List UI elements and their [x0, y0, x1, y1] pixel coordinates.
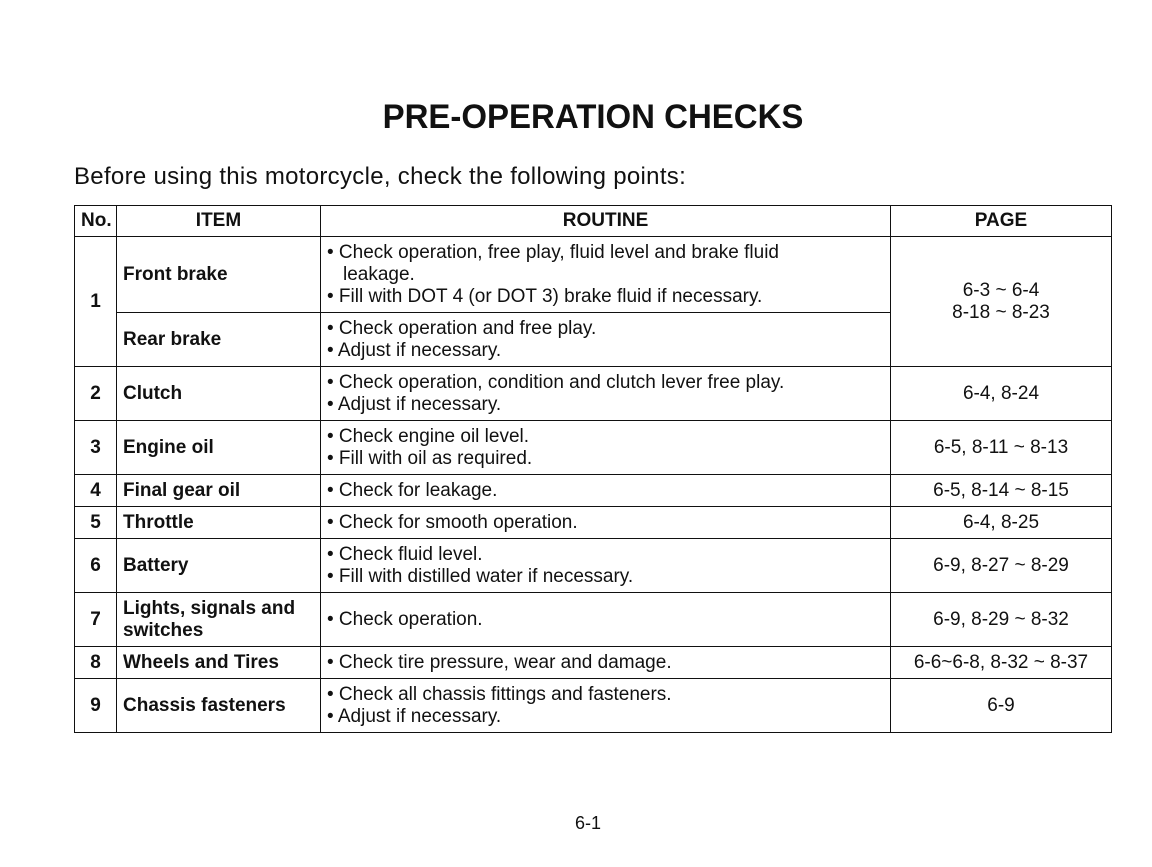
table-row: [75, 421, 1112, 475]
row-page: 6-9, 8-27 ~ 8-29: [891, 539, 1112, 593]
row-page: 6-5, 8-11 ~ 8-13: [891, 421, 1112, 475]
routine-line: • Check all chassis fittings and fasteners.: [327, 683, 672, 705]
row-routine: [321, 367, 891, 421]
row-no: 4: [75, 475, 117, 507]
routine-line: • Adjust if necessary.: [327, 339, 502, 361]
row-item: Final gear oil: [117, 475, 321, 507]
table-row: [75, 507, 1112, 539]
row-item: Chassis fasteners: [117, 679, 321, 733]
intro-text: Before using this motorcycle, check the following points:: [74, 163, 687, 190]
table-row: [75, 647, 1112, 679]
routine-line: • Fill with distilled water if necessary.: [327, 565, 634, 587]
row-item: Clutch: [117, 367, 321, 421]
row-routine: [321, 647, 891, 679]
page-ref: 6-3 ~ 6-4: [962, 279, 1040, 301]
header-routine: ROUTINE: [321, 206, 891, 237]
routine-line: • Check for leakage.: [327, 479, 498, 501]
table-row: [75, 679, 1112, 733]
row-routine: [321, 593, 891, 647]
row-no: 9: [75, 679, 117, 733]
row-routine: [321, 539, 891, 593]
table-row: [75, 539, 1112, 593]
item-line: Lights, signals and: [123, 597, 296, 619]
routine-line: • Adjust if necessary.: [327, 393, 502, 415]
header-page: PAGE: [891, 206, 1112, 237]
routine-line: • Check operation and free play.: [327, 317, 597, 339]
row-routine: [321, 679, 891, 733]
routine-line: • Check operation, free play, fluid level and brake fluid: [327, 241, 780, 263]
routine-line: leakage.: [343, 263, 415, 285]
row-no: 6: [75, 539, 117, 593]
header-item: ITEM: [117, 206, 321, 237]
routine-line: • Check fluid level.: [327, 543, 483, 565]
routine-line: • Check for smooth operation.: [327, 511, 578, 533]
row-routine: [321, 507, 891, 539]
row-item: Front brake: [117, 237, 321, 313]
routine-line: • Fill with DOT 4 (or DOT 3) brake fluid if necessary.: [327, 285, 763, 307]
table-row: [75, 475, 1112, 507]
routine-line: • Fill with oil as required.: [327, 447, 533, 469]
row-item: Rear brake: [117, 313, 321, 367]
routine-line: • Check operation.: [327, 608, 483, 630]
routine-line: • Check tire pressure, wear and damage.: [327, 651, 672, 673]
row-no: 7: [75, 593, 117, 647]
row-item: Throttle: [117, 507, 321, 539]
item-line: switches: [123, 619, 204, 641]
row-page: 6-6~6-8, 8-32 ~ 8-37: [891, 647, 1112, 679]
row-page: 6-5, 8-14 ~ 8-15: [891, 475, 1112, 507]
row-page: [891, 237, 1112, 367]
page-ref: 8-18 ~ 8-23: [952, 301, 1050, 323]
row-routine: [321, 421, 891, 475]
row-item: Wheels and Tires: [117, 647, 321, 679]
row-no: 5: [75, 507, 117, 539]
routine-line: • Check engine oil level.: [327, 425, 530, 447]
row-routine: [321, 313, 891, 367]
row-page: 6-9, 8-29 ~ 8-32: [891, 593, 1112, 647]
routine-line: • Check operation, condition and clutch lever free play.: [327, 371, 785, 393]
row-routine: [321, 237, 891, 313]
table-row: [75, 593, 1112, 647]
routine-line: • Adjust if necessary.: [327, 705, 502, 727]
row-page: 6-4, 8-25: [891, 507, 1112, 539]
header-no: No.: [75, 206, 117, 237]
row-item: [117, 593, 321, 647]
page-title: PRE-OPERATION CHECKS: [382, 98, 804, 136]
row-page: 6-9: [891, 679, 1112, 733]
row-no: 2: [75, 367, 117, 421]
row-no: 3: [75, 421, 117, 475]
row-routine: [321, 475, 891, 507]
table-header-row: [75, 206, 1112, 237]
row-page: 6-4, 8-24: [891, 367, 1112, 421]
row-no: 8: [75, 647, 117, 679]
row-no: 1: [75, 237, 117, 367]
row-item: Battery: [117, 539, 321, 593]
table-row: [75, 367, 1112, 421]
table-row: [75, 237, 1112, 313]
checks-table: [74, 205, 1112, 733]
page-number: 6-1: [574, 813, 601, 833]
row-item: Engine oil: [117, 421, 321, 475]
